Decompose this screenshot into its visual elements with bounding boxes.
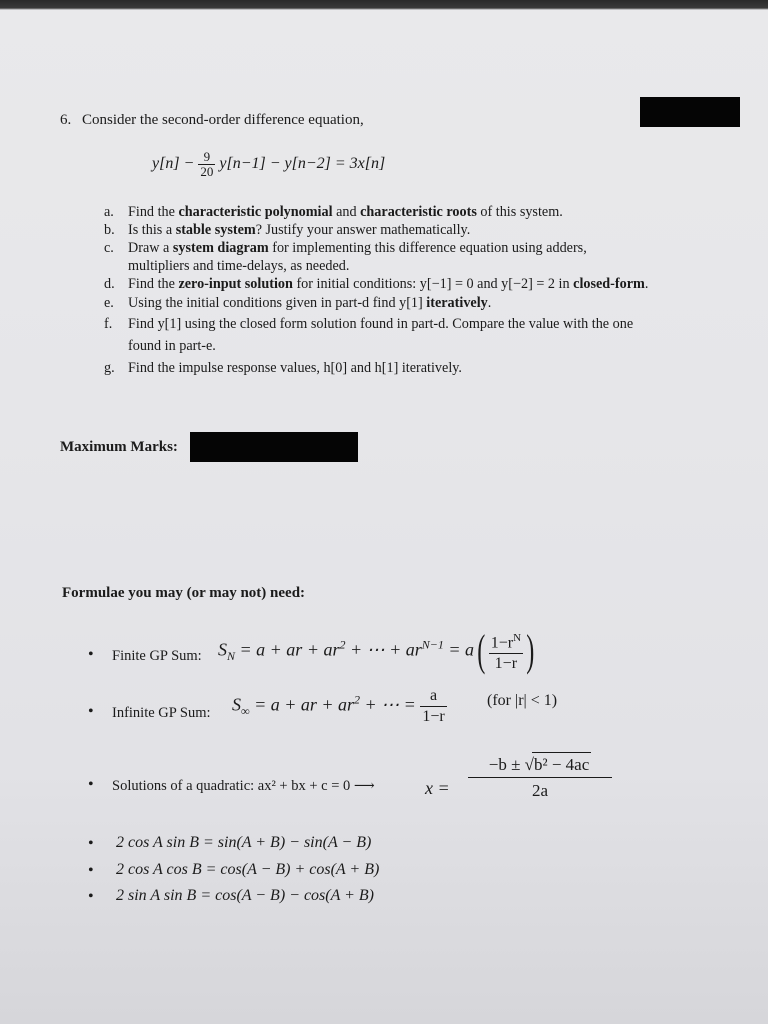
- equation-rest: y[n−1] − y[n−2] = 3x[n]: [219, 155, 386, 173]
- part-c-line2: [128, 258, 349, 275]
- formula-superscript: N: [513, 632, 522, 644]
- right-paren: ): [526, 626, 535, 676]
- formula-superscript: 2: [354, 692, 361, 707]
- part-text: Find the impulse response values, h[0] and h[1] iteratively.: [128, 360, 462, 376]
- formula-series: = a + ar + ar: [235, 639, 340, 660]
- finite-gp-formula: [218, 628, 538, 674]
- part-text: for initial conditions: y[−1] = 0 and y[−2] = 2 in: [292, 276, 574, 292]
- redaction-box-top: [640, 97, 740, 127]
- part-label: a.: [104, 204, 114, 220]
- part-text: of this system.: [476, 204, 563, 220]
- part-bold: closed-form: [573, 276, 645, 292]
- question-intro: Consider the second-order difference equation,: [82, 112, 364, 128]
- quadratic-fraction: [468, 752, 612, 804]
- trig-identity-2: 2 cos A cos B = cos(A − B) + cos(A + B): [116, 861, 380, 878]
- fraction-numerator: −b ± √: [488, 755, 534, 774]
- part-text: .: [644, 276, 649, 292]
- quadratic-formula: [468, 752, 612, 804]
- formula-series: + ⋯ =: [360, 694, 421, 715]
- question-number: 6.: [60, 112, 72, 128]
- part-label: d.: [104, 276, 115, 292]
- fraction-denominator: 1−r: [422, 708, 445, 725]
- part-text: Find y[1] using the closed form solution found in part-d. Compare the value with the one: [128, 316, 634, 332]
- fraction-numerator: 1−r: [490, 634, 514, 652]
- bullet: •: [88, 776, 94, 793]
- part-text: multipliers and time-delays, as needed.: [128, 258, 350, 274]
- part-label: c.: [104, 240, 114, 256]
- finite-gp-fraction: [489, 628, 523, 674]
- formula-symbol: S: [232, 694, 241, 715]
- part-text: Is this a: [128, 222, 176, 238]
- infinite-gp-fraction: [420, 686, 446, 727]
- part-bold: system diagram: [172, 240, 269, 256]
- radicand: b² − 4ac: [532, 752, 591, 777]
- part-bold: zero-input solution: [178, 276, 293, 292]
- part-text: for implementing this difference equation using adders,: [268, 240, 587, 256]
- part-label: g.: [104, 360, 115, 376]
- formula-symbol: S: [218, 639, 227, 660]
- equation-fraction: [198, 150, 215, 179]
- part-bold: characteristic roots: [360, 204, 477, 220]
- part-text: Find the: [128, 204, 179, 220]
- formula-subscript: ∞: [241, 704, 250, 719]
- part-text: ? Justify your answer mathematically.: [255, 222, 471, 238]
- part-label: e.: [104, 295, 114, 311]
- part-text: found in part-e.: [128, 338, 216, 354]
- finite-gp-label: Finite GP Sum:: [112, 648, 202, 664]
- bullet: •: [88, 703, 94, 720]
- infinite-gp-condition: (for |r| < 1): [487, 692, 558, 709]
- fraction-denominator: 2a: [468, 777, 612, 804]
- fraction-numerator: 9: [203, 149, 211, 164]
- formula-series: + ⋯ + ar: [345, 639, 422, 660]
- formula-superscript: 2: [339, 637, 346, 652]
- infinite-gp-label: Infinite GP Sum:: [112, 705, 211, 721]
- left-paren: (: [477, 626, 486, 676]
- part-label: f.: [104, 316, 113, 332]
- part-text: and: [332, 204, 361, 220]
- part-f-line2: [128, 338, 216, 355]
- part-text: Find the: [128, 276, 179, 292]
- bullet: •: [88, 835, 94, 852]
- max-marks-label: Maximum Marks:: [60, 439, 178, 455]
- bullet: •: [88, 646, 94, 663]
- bullet: •: [88, 862, 94, 879]
- part-bold: characteristic polynomial: [178, 204, 333, 220]
- equation-lhs: y[n] −: [152, 155, 195, 173]
- quadratic-label: Solutions of a quadratic: ax² + bx + c = 0 ⟶: [112, 778, 375, 794]
- part-text: .: [487, 295, 492, 311]
- part-text: Draw a: [128, 240, 173, 256]
- difference-equation: [152, 150, 385, 179]
- formula-series: = a: [443, 639, 475, 660]
- fraction-numerator: a: [429, 687, 438, 704]
- fraction-denominator: 1−r: [489, 653, 523, 674]
- formula-series: = a + ar + ar: [249, 694, 355, 715]
- part-bold: stable system: [175, 222, 256, 238]
- redaction-box-marks: [190, 432, 358, 462]
- bullet: •: [88, 888, 94, 905]
- trig-identity-1: 2 cos A sin B = sin(A + B) − sin(A − B): [116, 834, 372, 851]
- formula-superscript: N−1: [421, 637, 444, 652]
- part-bold: iteratively: [426, 295, 488, 311]
- part-text: Using the initial conditions given in part-d find y[1]: [128, 295, 427, 311]
- formulae-heading: Formulae you may (or may not) need:: [62, 585, 306, 601]
- infinite-gp-formula: [232, 686, 447, 727]
- fraction-denominator: 20: [200, 164, 214, 179]
- part-label: b.: [104, 222, 115, 238]
- formula-subscript: N: [227, 648, 236, 663]
- trig-identity-3: 2 sin A sin B = cos(A − B) − cos(A + B): [116, 887, 374, 904]
- quadratic-lhs: x =: [425, 778, 450, 798]
